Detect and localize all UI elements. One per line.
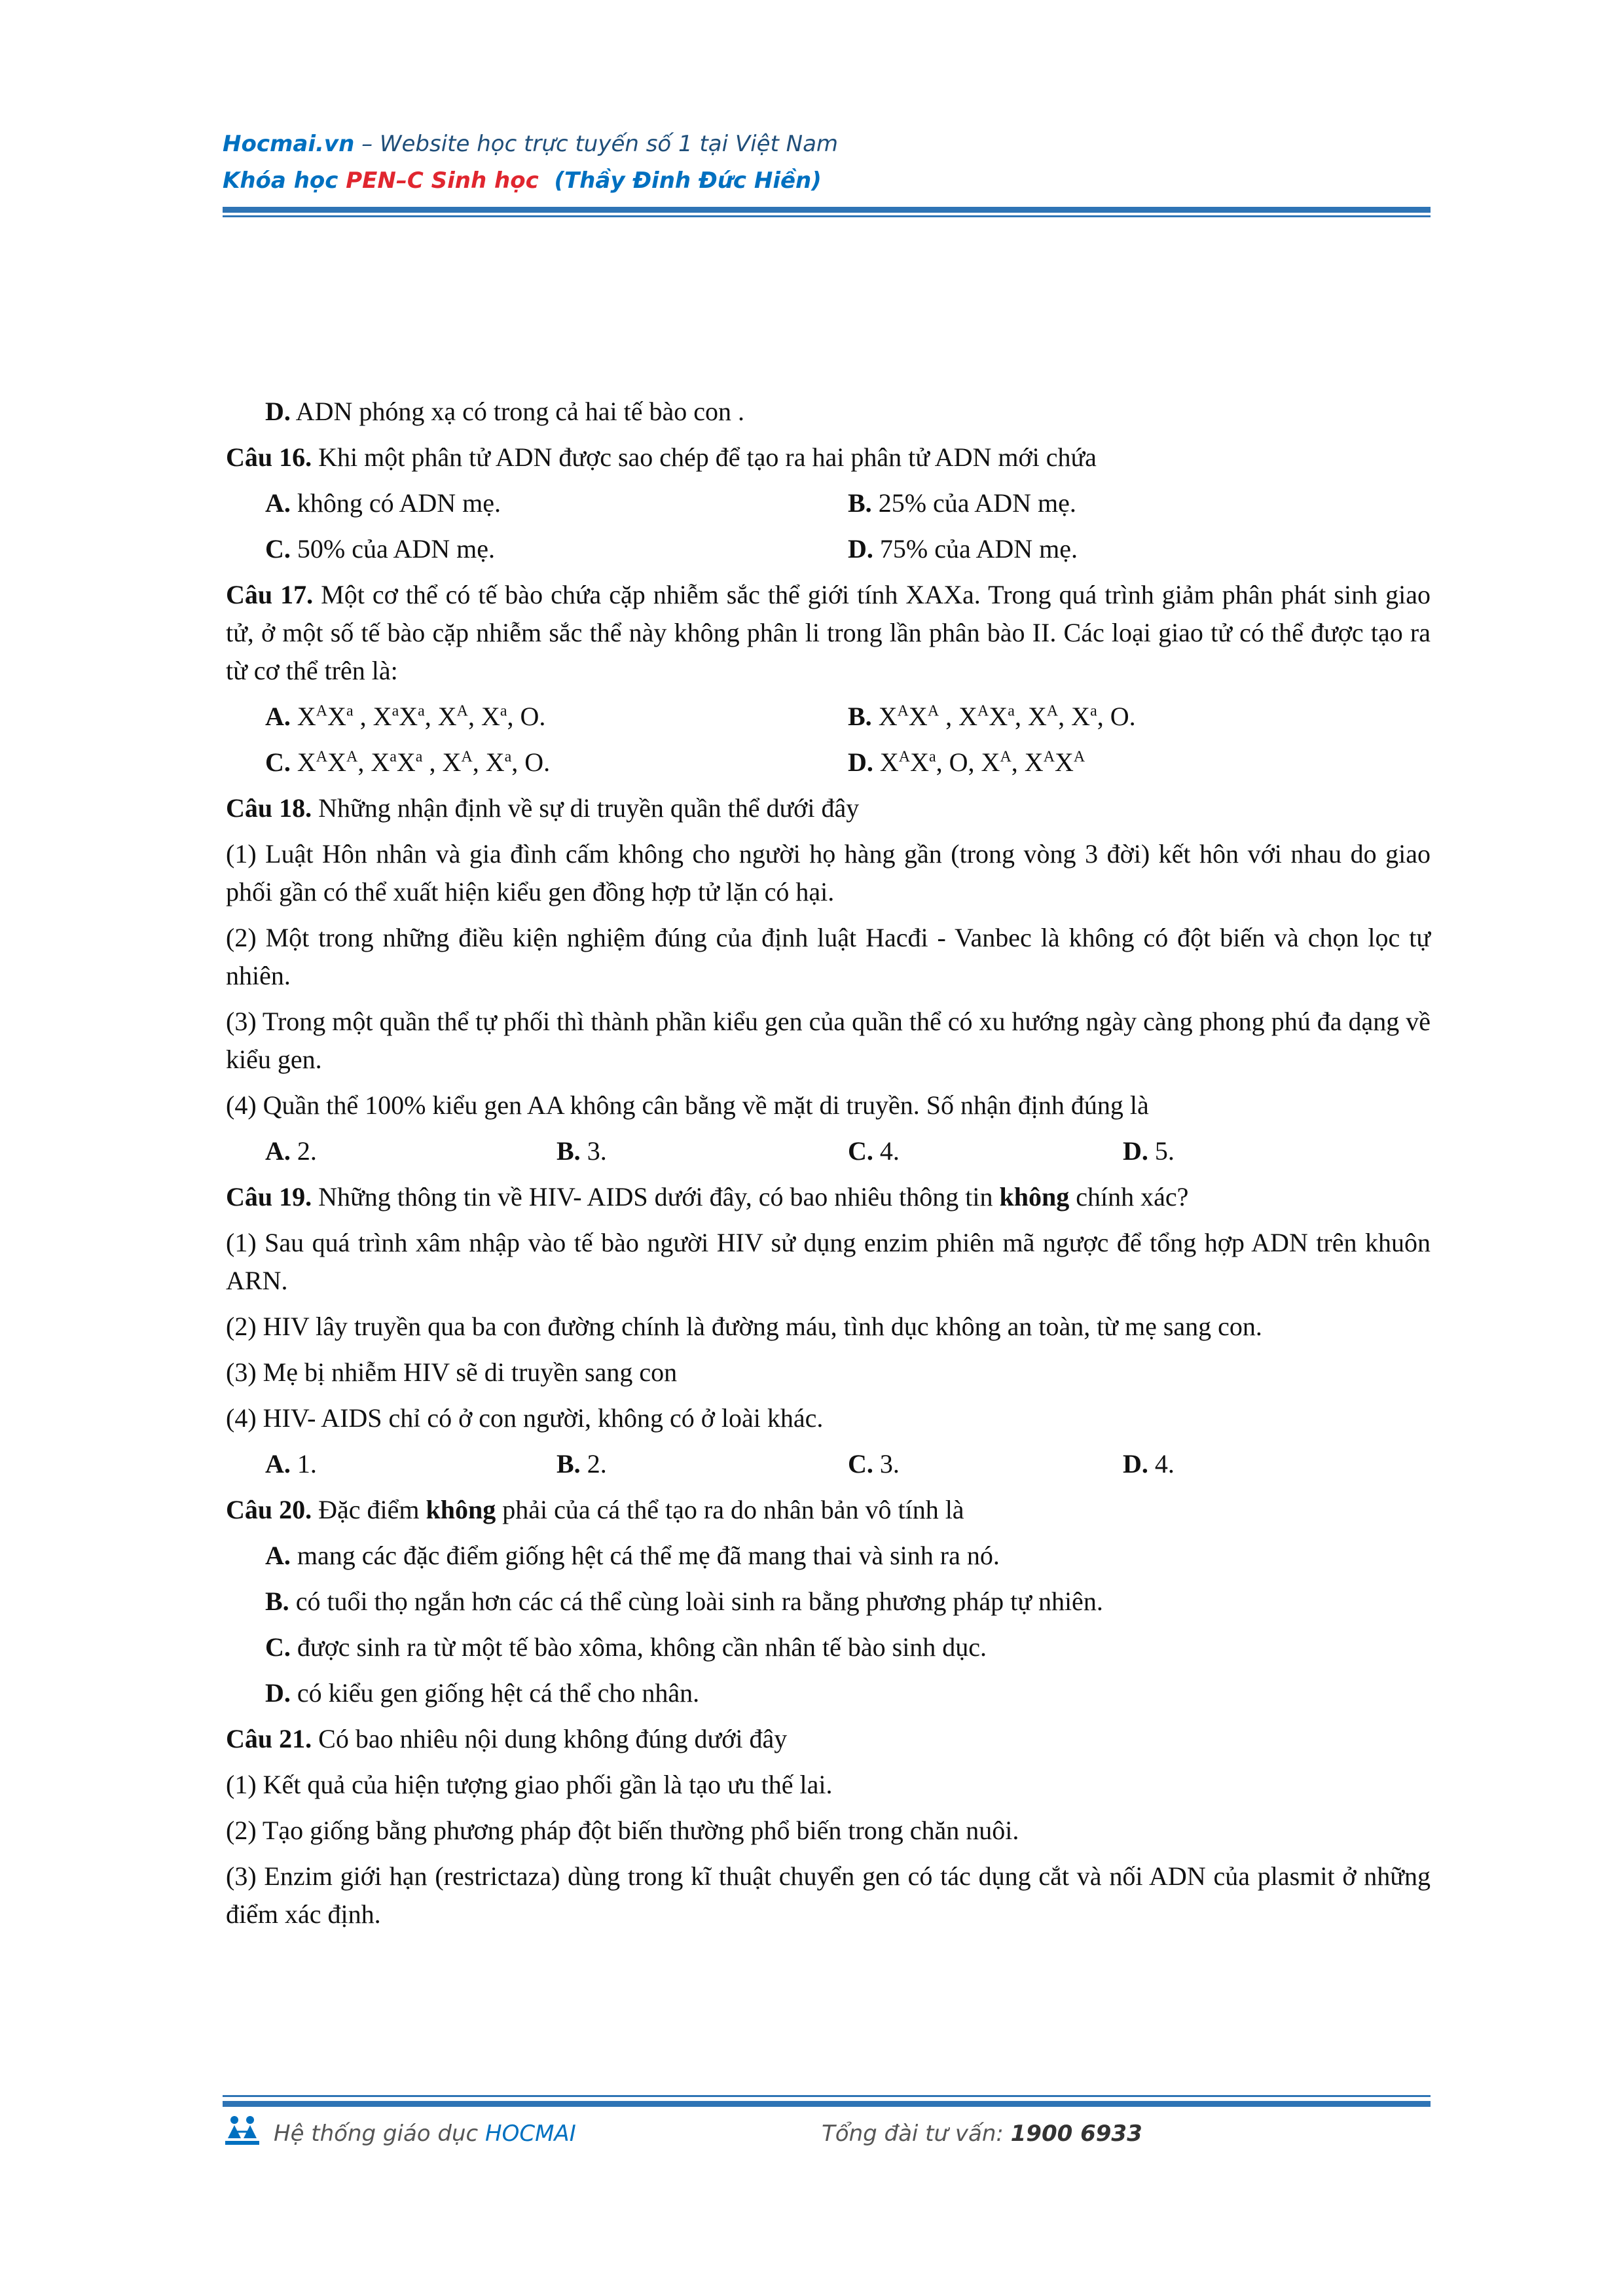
q18-option-b: B. 3. [556, 1136, 607, 1166]
q15-option-d [226, 393, 1431, 431]
question-text: Một cơ thể có tế bào chứa cặp nhiễm sắc thể giới tính XAXa. Trong quá trình giảm phân phát sinh giao tử, ở một số tế bào cặp nhiễm sắc thể này không phân li trong lần phân bào II. Các loại giao tử có thể được tạo ra từ cơ thể trên là: [226, 580, 1431, 685]
header-rule-thin [223, 215, 1431, 217]
course-teacher: (Thầy Đinh Đức Hiền) [554, 168, 822, 194]
question-label: Câu 19. [226, 1182, 312, 1211]
footer-brand: HOCMAI [485, 2121, 576, 2147]
question-label: Câu 17. [226, 580, 314, 609]
q16-option-d: D. 75% của ADN mẹ. [848, 534, 1078, 564]
header-rule-thick [223, 207, 1431, 213]
q18-statement-3: (3) Trong một quần thể tự phối thì thành phần kiểu gen của quần thể có xu hướng ngày càng phong phú đa dạng về kiểu gen. [226, 1007, 1431, 1074]
hocmai-logo-icon [223, 2112, 262, 2150]
question-text: Những nhận định về sự di truyền quần thể dưới đây [312, 793, 860, 823]
q19-option-c: C. 3. [848, 1449, 900, 1479]
document-body [226, 393, 1431, 1933]
q20-option-d: D. có kiểu gen giống hệt cá thể cho nhân. [265, 1678, 700, 1708]
q19-statement-1: (1) Sau quá trình xâm nhập vào tế bào người HIV sử dụng enzim phiên mã ngược để tổng hợp ADN trên khuôn ARN. [226, 1228, 1431, 1295]
header-site: Hocmai.vn [223, 131, 355, 157]
q19-options [226, 1445, 1431, 1483]
footer-system: Hệ thống giáo dục HOCMAI [274, 2121, 576, 2147]
q17-option-c: C. $X^AX^A$, $X^aX^a$ , $X^A$, $X^a$, O. [265, 747, 551, 777]
q16-options-row-2 [226, 530, 1431, 568]
q17-options-row-1 [226, 698, 1431, 736]
question-label: Câu 16. [226, 442, 312, 472]
question-label: Câu 18. [226, 793, 312, 823]
q18-option-d: D. 5. [1123, 1136, 1175, 1166]
course-prefix: Khóa học [223, 168, 346, 194]
q19-option-b: B. 2. [556, 1449, 607, 1479]
question-label: Câu 20. [226, 1495, 312, 1524]
q21-statement-2: (2) Tạo giống bằng phương pháp đột biến thường phổ biến trong chăn nuôi. [226, 1816, 1019, 1845]
q17-option-b: B. $X^AX^A$ , $X^AX^a$, $X^A$, $X^a$, O. [848, 702, 1136, 731]
q16-option-c: C. 50% của ADN mẹ. [265, 534, 496, 564]
q19-statement-2: (2) HIV lây truyền qua ba con đường chính là đường máu, tình dục không an toàn, từ mẹ sang con. [226, 1312, 1262, 1341]
question-label: Câu 21. [226, 1724, 312, 1753]
question-17 [226, 576, 1431, 690]
header-line-2 [223, 168, 822, 194]
question-21 [226, 1720, 1431, 1758]
q16-options-row-1 [226, 484, 1431, 522]
q19-option-d: D. 4. [1123, 1449, 1175, 1479]
q19-statement-3: (3) Mẹ bị nhiễm HIV sẽ di truyền sang con [226, 1357, 678, 1387]
q18-option-c: C. 4. [848, 1136, 900, 1166]
footer-rule-thin [223, 2095, 1431, 2097]
header-tagline: – Website học trực tuyến số 1 tại Việt Nam [354, 131, 839, 157]
option-text: ADN phóng xạ có trong cả hai tế bào con . [290, 397, 745, 426]
footer-rule-thick [223, 2101, 1431, 2107]
q21-statement-3: (3) Enzim giới hạn (restrictaza) dùng trong kĩ thuật chuyển gen có tác dụng cắt và nối ADN của plasmit ở những điểm xác định. [226, 1861, 1431, 1929]
course-name: PEN–C Sinh học [346, 168, 539, 194]
q19-statement-4: (4) HIV- AIDS chỉ có ở con người, không có ở loài khác. [226, 1403, 824, 1433]
footer-hotline: Tổng đài tư vấn: 1900 6933 [822, 2121, 1142, 2147]
q19-option-a: A. 1. [265, 1449, 317, 1479]
question-18 [226, 789, 1431, 827]
q16-option-b: B. 25% của ADN mẹ. [848, 488, 1076, 518]
header-line-1 [223, 131, 838, 157]
q18-option-a: A. 2. [265, 1136, 317, 1166]
q18-statement-2: (2) Một trong những điều kiện nghiệm đúng của định luật Hacđi - Vanbec là không có đột biến và chọn lọc tự nhiên. [226, 923, 1431, 990]
q16-option-a: A. không có ADN mẹ. [265, 488, 501, 518]
q20-option-c: C. được sinh ra từ một tế bào xôma, không cần nhân tế bào sinh dục. [265, 1632, 987, 1662]
q17-option-a: A. $X^AX^a$ , $X^aX^a$, $X^A$, $X^a$, O. [265, 702, 546, 731]
q17-option-d: D. $X^AX^a$, O, $X^A$, $X^AX^A$ [848, 747, 1085, 777]
option-label: D. [265, 397, 291, 426]
q20-option-b: B. có tuổi thọ ngắn hơn các cá thể cùng loài sinh ra bằng phương pháp tự nhiên. [265, 1587, 1103, 1616]
question-text: Khi một phân tử ADN được sao chép để tạo ra hai phân tử ADN mới chứa [312, 442, 1097, 472]
q18-statement-1: (1) Luật Hôn nhân và gia đình cấm không cho người họ hàng gần (trong vòng 3 đời) kết hôn với nhau do giao phối gần có thể xuất hiện kiểu gen đồng hợp tử lặn có hại. [226, 839, 1431, 906]
question-19: Câu 19. Những thông tin về HIV- AIDS dưới đây, có bao nhiêu thông tin không chính xác? [226, 1182, 1189, 1211]
q18-options [226, 1132, 1431, 1170]
q17-options-row-2 [226, 744, 1431, 781]
question-16 [226, 439, 1431, 476]
question-20: Câu 20. Đặc điểm không phải của cá thể tạo ra do nhân bản vô tính là [226, 1495, 964, 1524]
q18-statement-4: (4) Quần thể 100% kiểu gen AA không cân bằng về mặt di truyền. Số nhận định đúng là [226, 1090, 1149, 1120]
q21-statement-1: (1) Kết quả của hiện tượng giao phối gần là tạo ưu thế lai. [226, 1770, 833, 1799]
hotline-number: 1900 6933 [1010, 2121, 1142, 2147]
question-text: Có bao nhiêu nội dung không đúng dưới đây [312, 1724, 788, 1753]
q20-option-a: A. mang các đặc điểm giống hệt cá thể mẹ đã mang thai và sinh ra nó. [265, 1541, 1000, 1570]
